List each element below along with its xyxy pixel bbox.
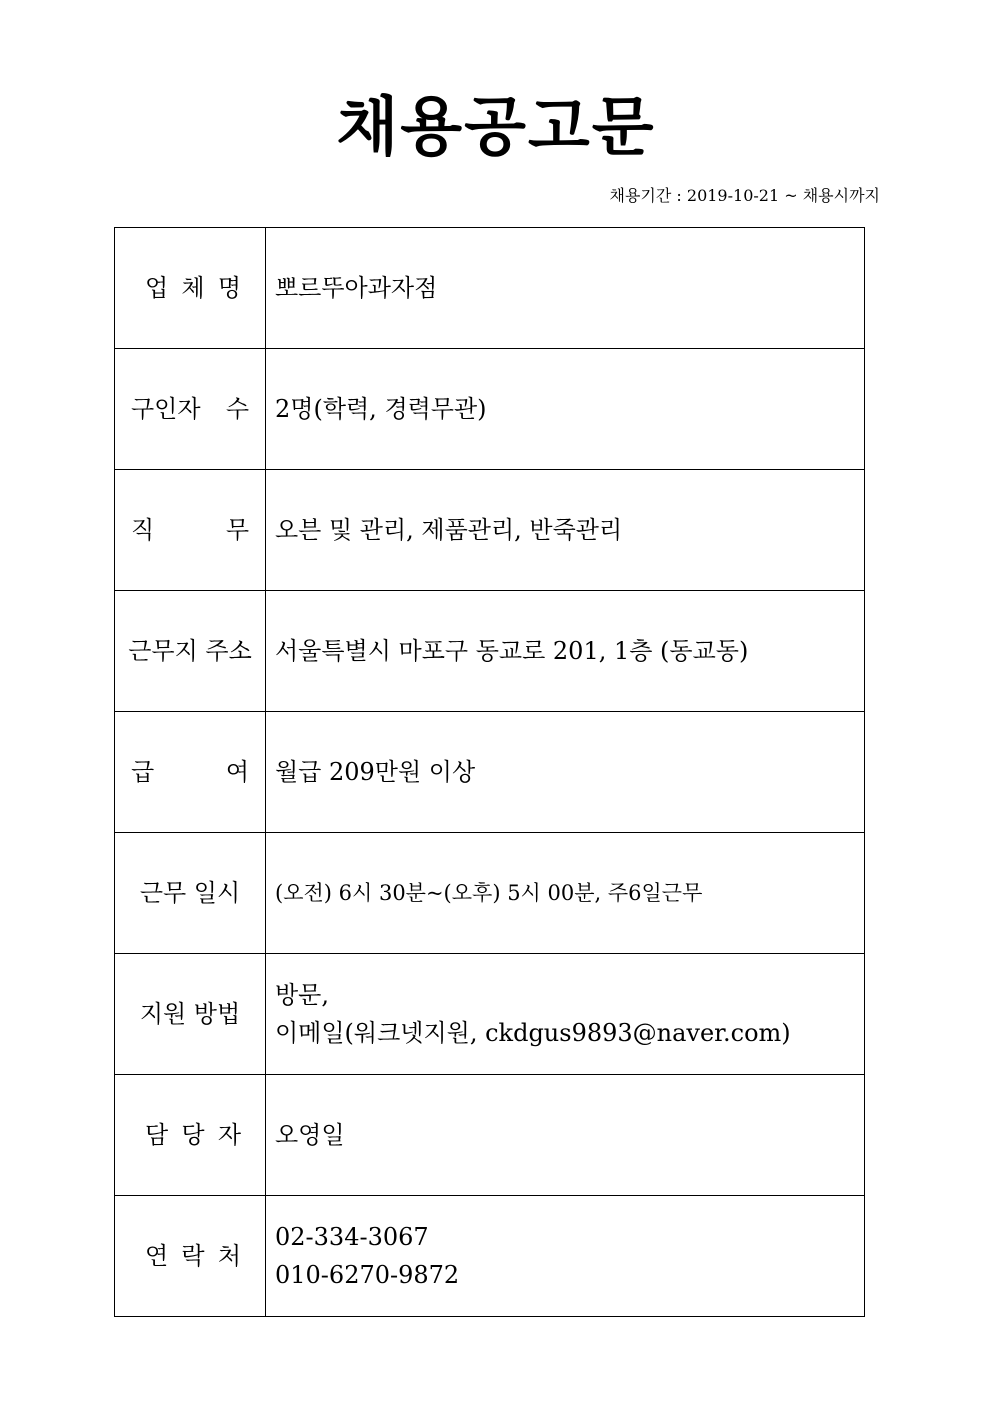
headcount-label: 구인자 수: [131, 395, 249, 423]
contact-person-label: 담 당 자: [145, 1121, 241, 1149]
phone-value-line2: 010-6270-9872: [275, 1261, 460, 1289]
address-value: 서울특별시 마포구 동교로 201, 1층 (동교동): [275, 637, 749, 665]
duty-label: 직 무: [131, 516, 249, 544]
label-cell: [115, 228, 266, 349]
work-hours-value: (오전) 6시 30분~(오후) 5시 00분, 주6일근무: [275, 881, 703, 905]
company-name-value: 뽀르뚜아과자점: [275, 274, 438, 302]
document-title: 채용공고문: [336, 91, 656, 165]
value-cell: [266, 1196, 865, 1317]
work-hours-label: 근무 일시: [139, 879, 241, 907]
duty-value: 오븐 및 관리, 제품관리, 반죽관리: [275, 516, 623, 544]
value-cell: [266, 954, 865, 1075]
table-row-headcount: [115, 349, 865, 470]
label-cell: [115, 470, 266, 591]
value-cell: [266, 591, 865, 712]
table-row-company: [115, 228, 865, 349]
label-cell: [115, 1075, 266, 1196]
value-cell: [266, 712, 865, 833]
label-cell: [115, 591, 266, 712]
headcount-value: 2명(학력, 경력무관): [275, 395, 487, 423]
value-cell: [266, 833, 865, 954]
phone-label: 연 락 처: [145, 1242, 241, 1270]
apply-method-value-line1: 방문,: [275, 981, 329, 1009]
label-cell: [115, 954, 266, 1075]
recruitment-period: 채용기간 : 2019-10-21 ~ 채용시까지: [609, 186, 880, 205]
address-label: 근무지 주소: [128, 637, 252, 665]
label-cell: [115, 712, 266, 833]
value-cell: [266, 228, 865, 349]
phone-value-line1: 02-334-3067: [275, 1223, 429, 1251]
contact-person-value: 오영일: [275, 1121, 345, 1149]
value-cell: [266, 1075, 865, 1196]
value-cell: [266, 470, 865, 591]
company-name-label: 업 체 명: [145, 274, 241, 302]
table-row-contact-person: [115, 1075, 865, 1196]
job-posting-table: [114, 227, 865, 1317]
table-row-phone: [115, 1196, 865, 1317]
label-cell: [115, 1196, 266, 1317]
table-row-apply-method: [115, 954, 865, 1075]
table-row-duty: [115, 470, 865, 591]
apply-method-value-line2: 이메일(워크넷지원, ckdgus9893@naver.com): [275, 1019, 791, 1047]
value-cell: [266, 349, 865, 470]
salary-label: 급 여: [131, 758, 249, 786]
table-row-address: [115, 591, 865, 712]
salary-value: 월급 209만원 이상: [275, 758, 476, 786]
label-cell: [115, 833, 266, 954]
apply-method-label: 지원 방법: [139, 1000, 241, 1028]
table-row-salary: [115, 712, 865, 833]
table-row-work-hours: [115, 833, 865, 954]
label-cell: [115, 349, 266, 470]
